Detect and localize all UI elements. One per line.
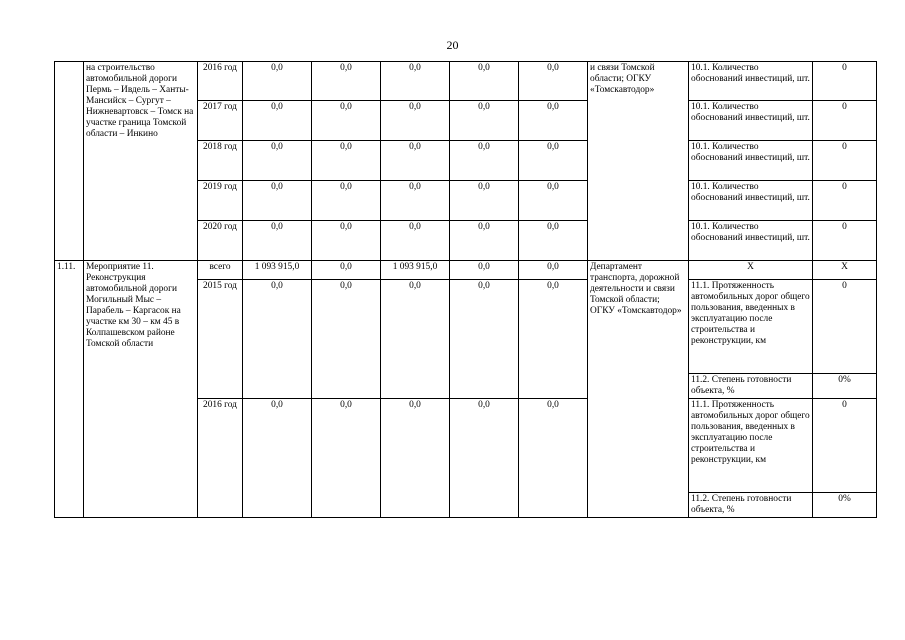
value-cell: 0,0 — [243, 221, 312, 261]
value-cell: 0,0 — [381, 399, 450, 518]
target-cell: 0% — [813, 493, 877, 518]
value-cell: 0,0 — [519, 280, 588, 399]
year-cell: 2020 год — [198, 221, 243, 261]
value-cell: 0,0 — [519, 62, 588, 101]
table-row — [55, 62, 877, 101]
value-cell: 0,0 — [519, 221, 588, 261]
value-cell: 0,0 — [381, 181, 450, 221]
year-cell: 2015 год — [198, 280, 243, 399]
year-cell: 2019 год — [198, 181, 243, 221]
value-cell: 0,0 — [450, 399, 519, 518]
indicator-cell: 10.1. Количество обоснований инвестиций, шт. — [689, 221, 813, 261]
target-cell: Х — [813, 261, 877, 280]
value-cell: 1 093 915,0 — [381, 261, 450, 280]
measure-label: на строительство автомобильной дороги Пермь – Ивдель – Ханты-Мансийск – Сургут – Нижневартовск – Томск на участке граница Томской области – Инкино — [84, 62, 198, 261]
year-cell: 2016 год — [198, 399, 243, 518]
value-cell: 0,0 — [519, 399, 588, 518]
value-cell: 0,0 — [450, 221, 519, 261]
value-cell: 0,0 — [243, 181, 312, 221]
indicator-cell: 10.1. Количество обоснований инвестиций, шт. — [689, 141, 813, 181]
value-cell: 0,0 — [312, 181, 381, 221]
value-cell: 0,0 — [450, 280, 519, 399]
value-cell: 0,0 — [243, 280, 312, 399]
value-cell: 0,0 — [450, 62, 519, 101]
indicator-cell: 11.1. Протяженность автомобильных дорог общего пользования, введенных в эксплуатацию после строительства и реконструкции, км — [689, 399, 813, 493]
target-cell: 0 — [813, 141, 877, 181]
executor-cell: Департамент транспорта, дорожной деятельности и связи Томской области; ОГКУ «Томскавтодор» — [588, 261, 689, 518]
value-cell: 0,0 — [450, 141, 519, 181]
value-cell: 0,0 — [381, 280, 450, 399]
row-number-cell: 1.11. — [55, 261, 84, 518]
year-cell: 2016 год — [198, 62, 243, 101]
executor-cell: и связи Томской области; ОГКУ «Томскавтодор» — [588, 62, 689, 261]
page-number: 20 — [446, 38, 459, 52]
year-cell: 2018 год — [198, 141, 243, 181]
target-cell: 0 — [813, 221, 877, 261]
value-cell: 0,0 — [519, 181, 588, 221]
year-cell: всего — [198, 261, 243, 280]
value-cell: 0,0 — [312, 261, 381, 280]
target-cell: 0 — [813, 101, 877, 141]
indicator-cell: 10.1. Количество обоснований инвестиций, шт. — [689, 101, 813, 141]
value-cell: 0,0 — [243, 62, 312, 101]
value-cell: 1 093 915,0 — [243, 261, 312, 280]
table-row — [55, 261, 877, 280]
indicator-cell: 10.1. Количество обоснований инвестиций, шт. — [689, 181, 813, 221]
value-cell: 0,0 — [381, 62, 450, 101]
value-cell: 0,0 — [243, 101, 312, 141]
target-cell: 0 — [813, 399, 877, 493]
target-cell: 0 — [813, 181, 877, 221]
value-cell: 0,0 — [312, 62, 381, 101]
value-cell: 0,0 — [519, 101, 588, 141]
indicator-cell: 10.1. Количество обоснований инвестиций, шт. — [689, 62, 813, 101]
target-cell: 0% — [813, 374, 877, 399]
value-cell: 0,0 — [519, 261, 588, 280]
indicator-cell: 11.1. Протяженность автомобильных дорог общего пользования, введенных в эксплуатацию после строительства и реконструкции, км — [689, 280, 813, 374]
value-cell: 0,0 — [312, 221, 381, 261]
row-number-cell — [55, 62, 84, 261]
program-table — [54, 61, 877, 518]
value-cell: 0,0 — [243, 141, 312, 181]
year-cell: 2017 год — [198, 101, 243, 141]
value-cell: 0,0 — [312, 280, 381, 399]
value-cell: 0,0 — [381, 141, 450, 181]
target-cell: 0 — [813, 280, 877, 374]
value-cell: 0,0 — [312, 399, 381, 518]
value-cell: 0,0 — [450, 261, 519, 280]
value-cell: 0,0 — [312, 101, 381, 141]
value-cell: 0,0 — [450, 181, 519, 221]
value-cell: 0,0 — [450, 101, 519, 141]
value-cell: 0,0 — [381, 221, 450, 261]
indicator-cell: Х — [689, 261, 813, 280]
indicator-cell: 11.2. Степень готовности объекта, % — [689, 374, 813, 399]
measure-label: Мероприятие 11. Реконструкция автомобильной дороги Могильный Мыс – Парабель – Каргасок на участке км 30 – км 45 в Колпашевском районе Томской области — [84, 261, 198, 518]
value-cell: 0,0 — [243, 399, 312, 518]
indicator-cell: 11.2. Степень готовности объекта, % — [689, 493, 813, 518]
value-cell: 0,0 — [381, 101, 450, 141]
value-cell: 0,0 — [312, 141, 381, 181]
target-cell: 0 — [813, 62, 877, 101]
value-cell: 0,0 — [519, 141, 588, 181]
